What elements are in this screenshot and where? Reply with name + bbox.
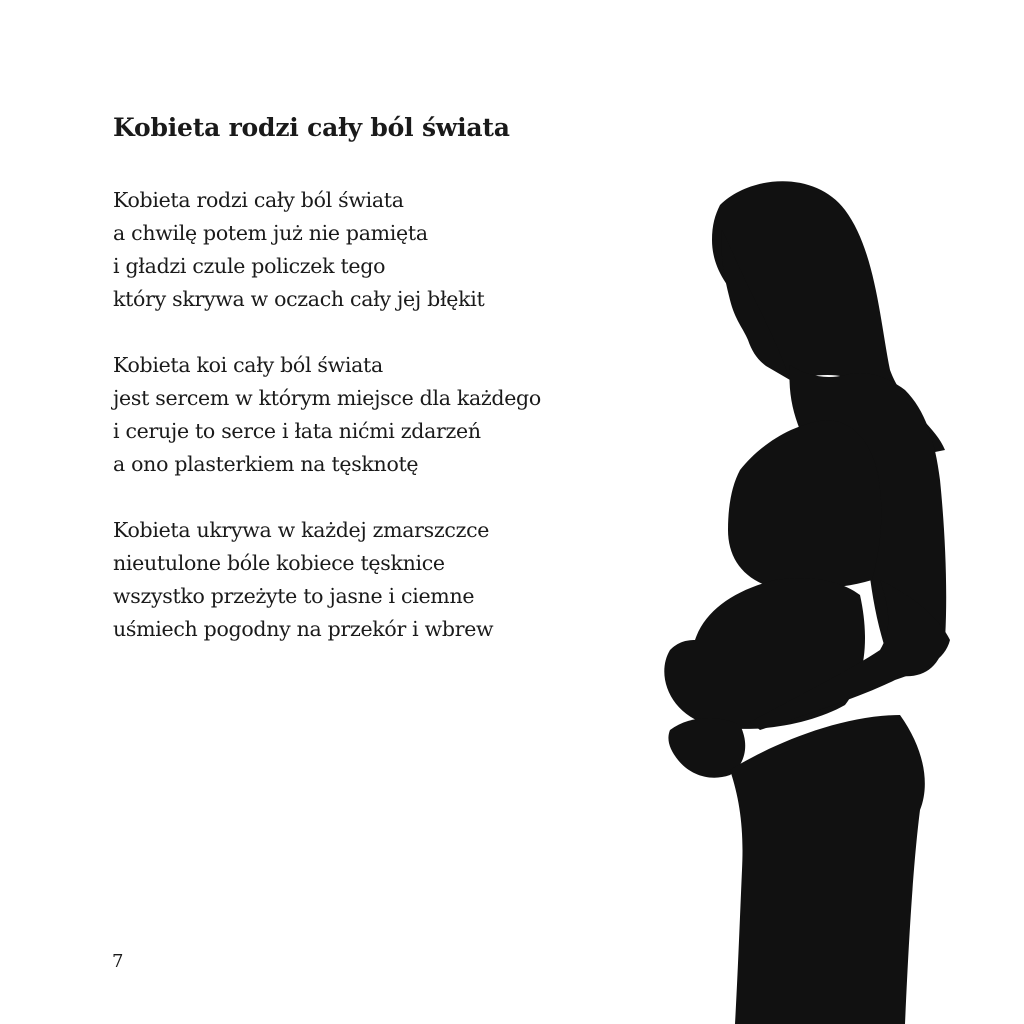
poem-line: i gładzi czule policzek tego — [113, 254, 386, 278]
poem-line: który skrywa w oczach cały jej błękit — [113, 287, 485, 311]
poem-line: nieutulone bóle kobiece tęsknice — [113, 551, 445, 575]
poem-line: a chwilę potem już nie pamięta — [113, 221, 428, 245]
figure — [664, 181, 950, 1024]
poem-body — [113, 184, 541, 679]
poem-line: Kobieta ukrywa w każdej zmarszczce — [113, 518, 490, 542]
poem-line: uśmiech pogodny na przekór i wbrew — [113, 617, 494, 641]
poem-title: Kobieta rodzi cały ból świata — [113, 113, 510, 142]
pregnant-woman-silhouette — [640, 170, 960, 1024]
poem-line: a ono plasterkiem na tęsknotę — [113, 452, 419, 476]
poem-line: wszystko przeżyte to jasne i ciemne — [113, 584, 475, 608]
poem-line: Kobieta rodzi cały ból świata — [113, 188, 404, 212]
stanza — [113, 184, 541, 316]
stanza — [113, 514, 541, 646]
poem-line: jest sercem w którym miejsce dla każdego — [113, 386, 541, 410]
poem-line: Kobieta koi cały ból świata — [113, 353, 383, 377]
poem-line: i ceruje to serce i łata nićmi zdarzeń — [113, 419, 481, 443]
page-number: 7 — [112, 951, 124, 972]
stanza — [113, 349, 541, 481]
